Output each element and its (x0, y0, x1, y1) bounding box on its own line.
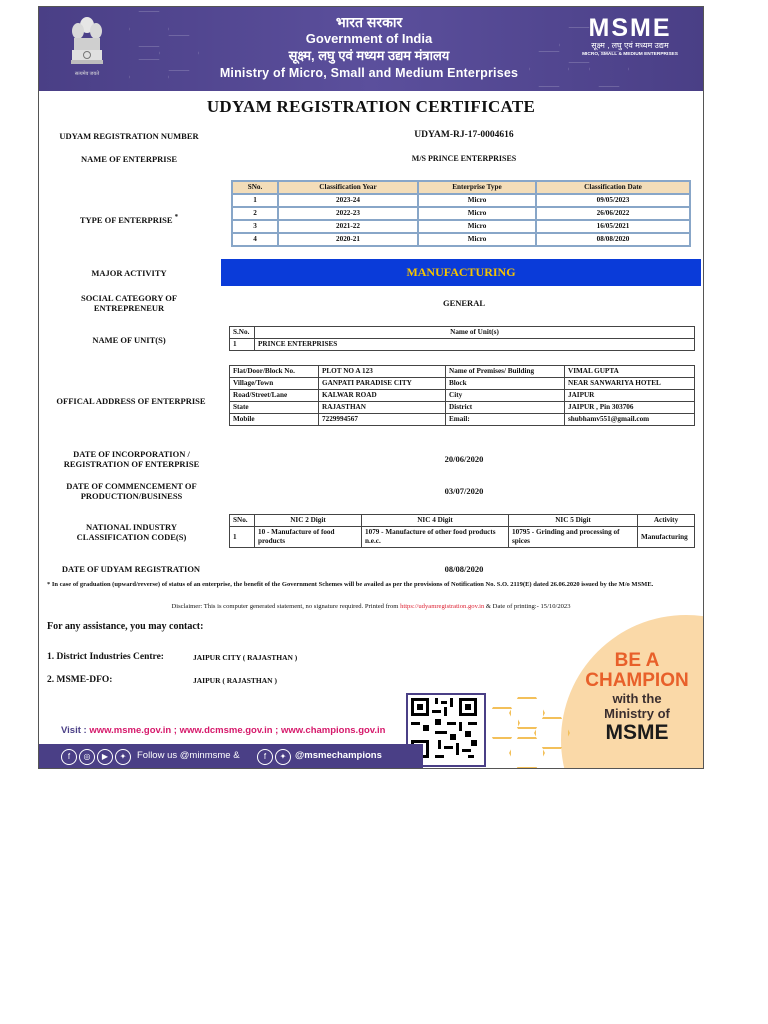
table-cell: Road/Street/Lane (230, 390, 319, 402)
table-cell: Micro (418, 233, 536, 246)
table-cell: 09/05/2023 (536, 194, 690, 207)
table-cell: 10795 - Grinding and processing of spices (509, 527, 638, 548)
social-category-value: GENERAL (442, 298, 486, 308)
follow-handle: Follow us @minmsme & (137, 750, 240, 761)
table-cell: Mobile (230, 414, 319, 426)
facebook-icon[interactable]: f (61, 749, 77, 765)
nic-table (229, 514, 695, 548)
enterprise-name-value: M/S PRINCE ENTERPRISES (411, 154, 517, 163)
table-header: Name of Unit(s) (255, 327, 695, 339)
table-row (230, 402, 695, 414)
table-cell: 1079 - Manufacture of other food products n.e.c. (362, 527, 509, 548)
table-cell: 2 (232, 207, 278, 220)
table-cell: 1 (230, 527, 255, 548)
table-cell: GANPATI PARADISE CITY (319, 378, 446, 390)
certificate (38, 6, 704, 769)
dfo-value: JAIPUR ( RAJASTHAN ) (193, 676, 277, 685)
gov-india-title: Government of India (305, 31, 433, 46)
youtube-icon[interactable]: ▶ (97, 749, 113, 765)
table-cell: JAIPUR (565, 390, 695, 402)
commencement-value: 03/07/2020 (444, 486, 484, 496)
certificate-title: UDYAM REGISTRATION CERTIFICATE (206, 97, 536, 116)
social-bar (39, 744, 423, 768)
table-row (230, 527, 695, 548)
table-cell: City (446, 390, 565, 402)
enterprise-type-table (231, 180, 691, 247)
table-cell: 1 (230, 339, 255, 351)
reg-number-value: UDYAM-RJ-17-0004616 (414, 130, 514, 140)
table-cell: 4 (232, 233, 278, 246)
nic-label: NATIONAL INDUSTRY CLASSIFICATION CODE(S) (76, 522, 187, 542)
table-row (232, 194, 690, 207)
table-header: Classification Year (278, 181, 418, 194)
assistance-heading: For any assistance, you may contact: (47, 621, 204, 632)
facebook-icon[interactable]: f (257, 749, 273, 765)
print-date: & Date of printing:- 15/10/2023 (485, 603, 571, 610)
table-row (230, 366, 695, 378)
table-cell: PRINCE ENTERPRISES (255, 339, 695, 351)
table-cell: 2023-24 (278, 194, 418, 207)
twitter-icon[interactable]: ✦ (115, 749, 131, 765)
table-cell: Micro (418, 207, 536, 220)
incorporation-value: 20/06/2020 (444, 454, 484, 464)
table-row (232, 220, 690, 233)
table-header: Classification Date (536, 181, 690, 194)
enterprise-type-label (49, 212, 209, 225)
enterprise-type-asterisk: * (174, 213, 179, 221)
table-cell: State (230, 402, 319, 414)
table-cell: 2022-23 (278, 207, 418, 220)
champion-line-1: BE A (614, 650, 660, 671)
incorporation-label: DATE OF INCORPORATION / REGISTRATION OF ENTERPRISE (63, 449, 200, 469)
table-cell: 10 - Manufacture of food products (255, 527, 362, 548)
dic-value: JAIPUR CITY ( RAJASTHAN ) (193, 653, 298, 662)
graduation-footnote: * In case of graduation (upward/reverse) of status of an enterprise, the benefit of the Government Schemes will be availed as per the provisions of Notification No. S.O. 2119(E) dated 26.06.2020 issued by the M/o MSME. (47, 581, 654, 588)
table-cell: Block (446, 378, 565, 390)
msme-logo-hindi: सूक्ष्म , लघु एवं मध्यम उद्यम (591, 41, 669, 50)
visit-label: Visit : (61, 725, 87, 736)
table-cell: 08/08/2020 (536, 233, 690, 246)
champion-line-3: with the (612, 691, 662, 706)
table-row (230, 414, 695, 426)
table-header: S.No. (230, 327, 255, 339)
champion-message (567, 651, 704, 745)
major-activity-value: MANUFACTURING (221, 259, 701, 286)
table-cell: Flat/Door/Block No. (230, 366, 319, 378)
table-cell: KALWAR ROAD (319, 390, 446, 402)
address-table (229, 365, 695, 426)
address-label: OFFICAL ADDRESS OF ENTERPRISE (56, 396, 206, 406)
table-cell: 16/05/2021 (536, 220, 690, 233)
table-cell: 1 (232, 194, 278, 207)
udyam-date-label: DATE OF UDYAM REGISTRATION (61, 564, 201, 574)
units-table (229, 326, 695, 351)
table-row (230, 339, 695, 351)
emblem-caption: सत्यमेव जयते (74, 72, 100, 77)
table-cell: Micro (418, 220, 536, 233)
table-header: SNo. (230, 515, 255, 527)
table-cell: 2021-22 (278, 220, 418, 233)
table-header: NIC 2 Digit (255, 515, 362, 527)
table-cell: Name of Premises/ Building (446, 366, 565, 378)
dic-label: 1. District Industries Centre: (47, 652, 164, 662)
table-cell: PLOT NO A 123 (319, 366, 446, 378)
table-header: Enterprise Type (418, 181, 536, 194)
dfo-label: 2. MSME-DFO: (47, 675, 113, 685)
major-activity-label: MAJOR ACTIVITY (91, 268, 167, 278)
enterprise-name-label: NAME OF ENTERPRISE (80, 154, 178, 164)
udyam-portal-link[interactable]: https://udyamregistration.gov.in (400, 603, 485, 610)
disclaimer-text: Disclaimer: This is computer generated statement, no signature required. Printed from (171, 603, 399, 610)
table-cell: 2020-21 (278, 233, 418, 246)
table-header: Activity (638, 515, 695, 527)
table-cell: Village/Town (230, 378, 319, 390)
hindi-ministry-title: सूक्ष्म, लघु एवं मध्यम उद्यम मंत्रालय (288, 48, 450, 63)
table-cell: JAIPUR , Pin 303706 (565, 402, 695, 414)
reg-number-label: UDYAM REGISTRATION NUMBER (59, 131, 199, 141)
units-label: NAME OF UNIT(S) (92, 335, 166, 345)
table-cell: 7229994567 (319, 414, 446, 426)
table-cell: Manufacturing (638, 527, 695, 548)
table-cell: Micro (418, 194, 536, 207)
table-header-row (230, 327, 695, 339)
champion-line-5: MSME (605, 721, 669, 744)
hindi-gov-title: भारत सरकार (335, 14, 403, 30)
enterprise-type-label-text: TYPE OF ENTERPRISE (79, 214, 173, 225)
table-row (232, 233, 690, 246)
table-row (230, 378, 695, 390)
champions-handle: @msmechampions (295, 750, 382, 761)
website-links[interactable]: www.msme.gov.in ; www.dcmsme.gov.in ; www.champions.gov.in (89, 725, 386, 736)
table-header-row (230, 515, 695, 527)
table-header-row (232, 181, 690, 194)
udyam-date-value: 08/08/2020 (444, 564, 484, 574)
champion-line-2: CHAMPION (585, 670, 689, 691)
ministry-title: Ministry of Micro, Small and Medium Enterprises (219, 66, 519, 80)
email-cell: shubhamv551@gmail.com (565, 414, 695, 426)
champion-line-4: Ministry of (604, 706, 670, 721)
table-cell: NEAR SANWARIYA HOTEL (565, 378, 695, 390)
visit-links (61, 725, 385, 736)
table-cell: 3 (232, 220, 278, 233)
header-titles (189, 13, 549, 81)
ashoka-emblem-icon (66, 15, 108, 81)
table-cell: VIMAL GUPTA (565, 366, 695, 378)
table-cell: District (446, 402, 565, 414)
twitter-icon[interactable]: ✦ (275, 749, 291, 765)
table-cell: RAJASTHAN (319, 402, 446, 414)
commencement-label: DATE OF COMMENCEMENT OF PRODUCTION/BUSINESS (66, 481, 197, 501)
msme-logo-text: MSME (588, 14, 672, 42)
disclaimer (39, 603, 703, 610)
table-header: NIC 5 Digit (509, 515, 638, 527)
table-row (232, 207, 690, 220)
table-row (230, 390, 695, 402)
msme-logo (575, 15, 685, 58)
table-header: SNo. (232, 181, 278, 194)
social-category-label: SOCIAL CATEGORY OF ENTREPRENEUR (80, 293, 178, 313)
table-cell: 26/06/2022 (536, 207, 690, 220)
table-cell: Email: (446, 414, 565, 426)
instagram-icon[interactable]: ◎ (79, 749, 95, 765)
table-header: NIC 4 Digit (362, 515, 509, 527)
header-banner (39, 7, 703, 91)
msme-logo-english: MICRO, SMALL & MEDIUM ENTERPRISES (582, 52, 678, 57)
